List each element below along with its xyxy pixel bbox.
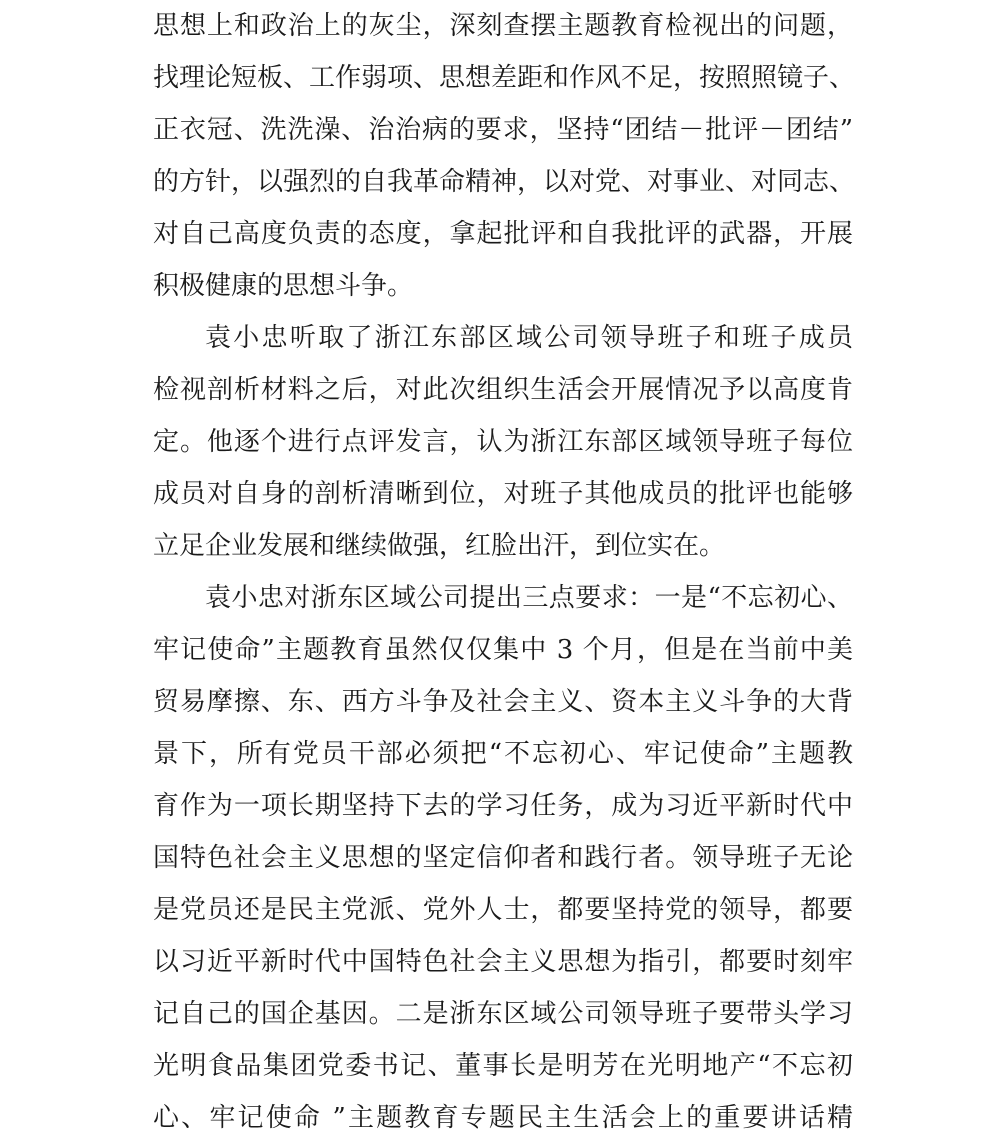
text-line: 正衣冠、洗洗澡、治治病的要求，坚持“团结－批评－团结” xyxy=(153,115,853,145)
text-line: 袁小忠对浙东区域公司提出三点要求：一是“不忘初心、 xyxy=(205,583,853,613)
text-line: 积极健康的思想斗争。 xyxy=(153,271,414,301)
text-line: 定。他逐个进行点评发言，认为浙江东部区域领导班子每位 xyxy=(153,427,853,457)
text-line: 心、牢记使命 ”主题教育专题民主生活会上的重要讲话精 xyxy=(153,1103,853,1133)
text-line: 国特色社会主义思想的坚定信仰者和践行者。领导班子无论 xyxy=(153,843,853,873)
text-line: 检视剖析材料之后，对此次组织生活会开展情况予以高度肯 xyxy=(153,375,853,405)
text-line: 光明食品集团党委书记、董事长是明芳在光明地产“不忘初 xyxy=(153,1051,853,1081)
text-line: 贸易摩擦、东、西方斗争及社会主义、资本主义斗争的大背 xyxy=(153,687,853,717)
text-line: 对自己高度负责的态度，拿起批评和自我批评的武器，开展 xyxy=(153,219,853,249)
text-line: 袁小忠听取了浙江东部区域公司领导班子和班子成员 xyxy=(205,323,853,353)
text-line: 是党员还是民主党派、党外人士，都要坚持党的领导，都要 xyxy=(153,895,853,925)
text-line: 以习近平新时代中国特色社会主义思想为指引，都要时刻牢 xyxy=(153,947,853,977)
text-line: 思想上和政治上的灰尘，深刻查摆主题教育检视出的问题， xyxy=(153,11,853,41)
text-line: 成员对自身的剖析清晰到位，对班子其他成员的批评也能够 xyxy=(153,479,853,509)
text-line: 的方针，以强烈的自我革命精神，以对党、对事业、对同志、 xyxy=(153,167,856,197)
text-line: 立足企业发展和继续做强，红脸出汗，到位实在。 xyxy=(153,531,726,561)
document-body xyxy=(153,0,856,1144)
text-line: 记自己的国企基因。二是浙东区域公司领导班子要带头学习 xyxy=(153,999,853,1029)
text-line: 牢记使命”主题教育虽然仅仅集中 3 个月，但是在当前中美 xyxy=(153,635,853,665)
text-line: 景下，所有党员干部必须把“不忘初心、牢记使命”主题教 xyxy=(153,739,853,769)
text-line: 育作为一项长期坚持下去的学习任务，成为习近平新时代中 xyxy=(153,791,853,821)
text-line: 找理论短板、工作弱项、思想差距和作风不足，按照照镜子、 xyxy=(153,63,856,93)
